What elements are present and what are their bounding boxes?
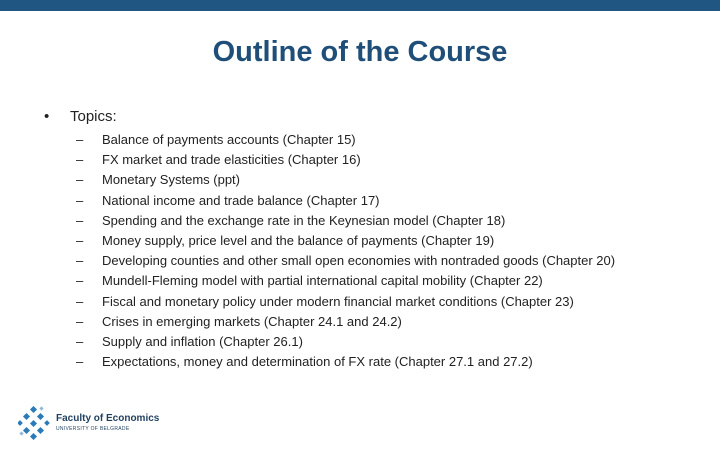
topic-text: Developing counties and other small open economies with nontraded goods (Chapter 20) [102, 253, 616, 269]
bullet-icon: • [44, 108, 50, 125]
topic-text: Mundell-Fleming model with partial international capital mobility (Chapter 22) [102, 273, 543, 289]
topic-text: Supply and inflation (Chapter 26.1) [102, 333, 303, 349]
dash-icon: – [76, 313, 84, 329]
dash-icon: – [76, 333, 84, 349]
top-bar [0, 0, 720, 11]
dash-icon: – [76, 293, 84, 309]
dash-icon: – [76, 253, 84, 269]
logo-name: Faculty of Economics [56, 413, 160, 424]
dash-icon: – [76, 273, 84, 289]
topic-text: Crises in emerging markets (Chapter 24.1 and 24.2) [102, 313, 402, 329]
topic-text: Expectations, money and determination of FX rate (Chapter 27.1 and 27.2) [102, 354, 533, 370]
dash-icon: – [76, 152, 84, 168]
topic-text: Money supply, price level and the balance of payments (Chapter 19) [102, 232, 495, 248]
logo-dots-icon [18, 406, 52, 440]
dash-icon: – [76, 232, 84, 248]
dash-icon: – [76, 354, 84, 370]
topics-heading: Topics: [70, 108, 117, 125]
topic-text: National income and trade balance (Chapter 17) [102, 192, 380, 208]
topic-text: Monetary Systems (ppt) [102, 172, 240, 188]
faculty-logo [18, 406, 158, 442]
dash-icon: – [76, 212, 84, 228]
logo-subtitle: UNIVERSITY OF BELGRADE [56, 426, 130, 432]
dash-icon: – [76, 132, 84, 147]
dash-icon: – [76, 172, 84, 188]
topic-text: FX market and trade elasticities (Chapter 16) [102, 152, 361, 168]
topic-text: Fiscal and monetary policy under modern financial market conditions (Chapter 23) [102, 293, 574, 309]
topic-text: Spending and the exchange rate in the Keynesian model (Chapter 18) [102, 212, 506, 228]
slide-title: Outline of the Course [212, 36, 508, 68]
dash-icon: – [76, 192, 84, 208]
topic-text: Balance of payments accounts (Chapter 15) [102, 132, 356, 147]
